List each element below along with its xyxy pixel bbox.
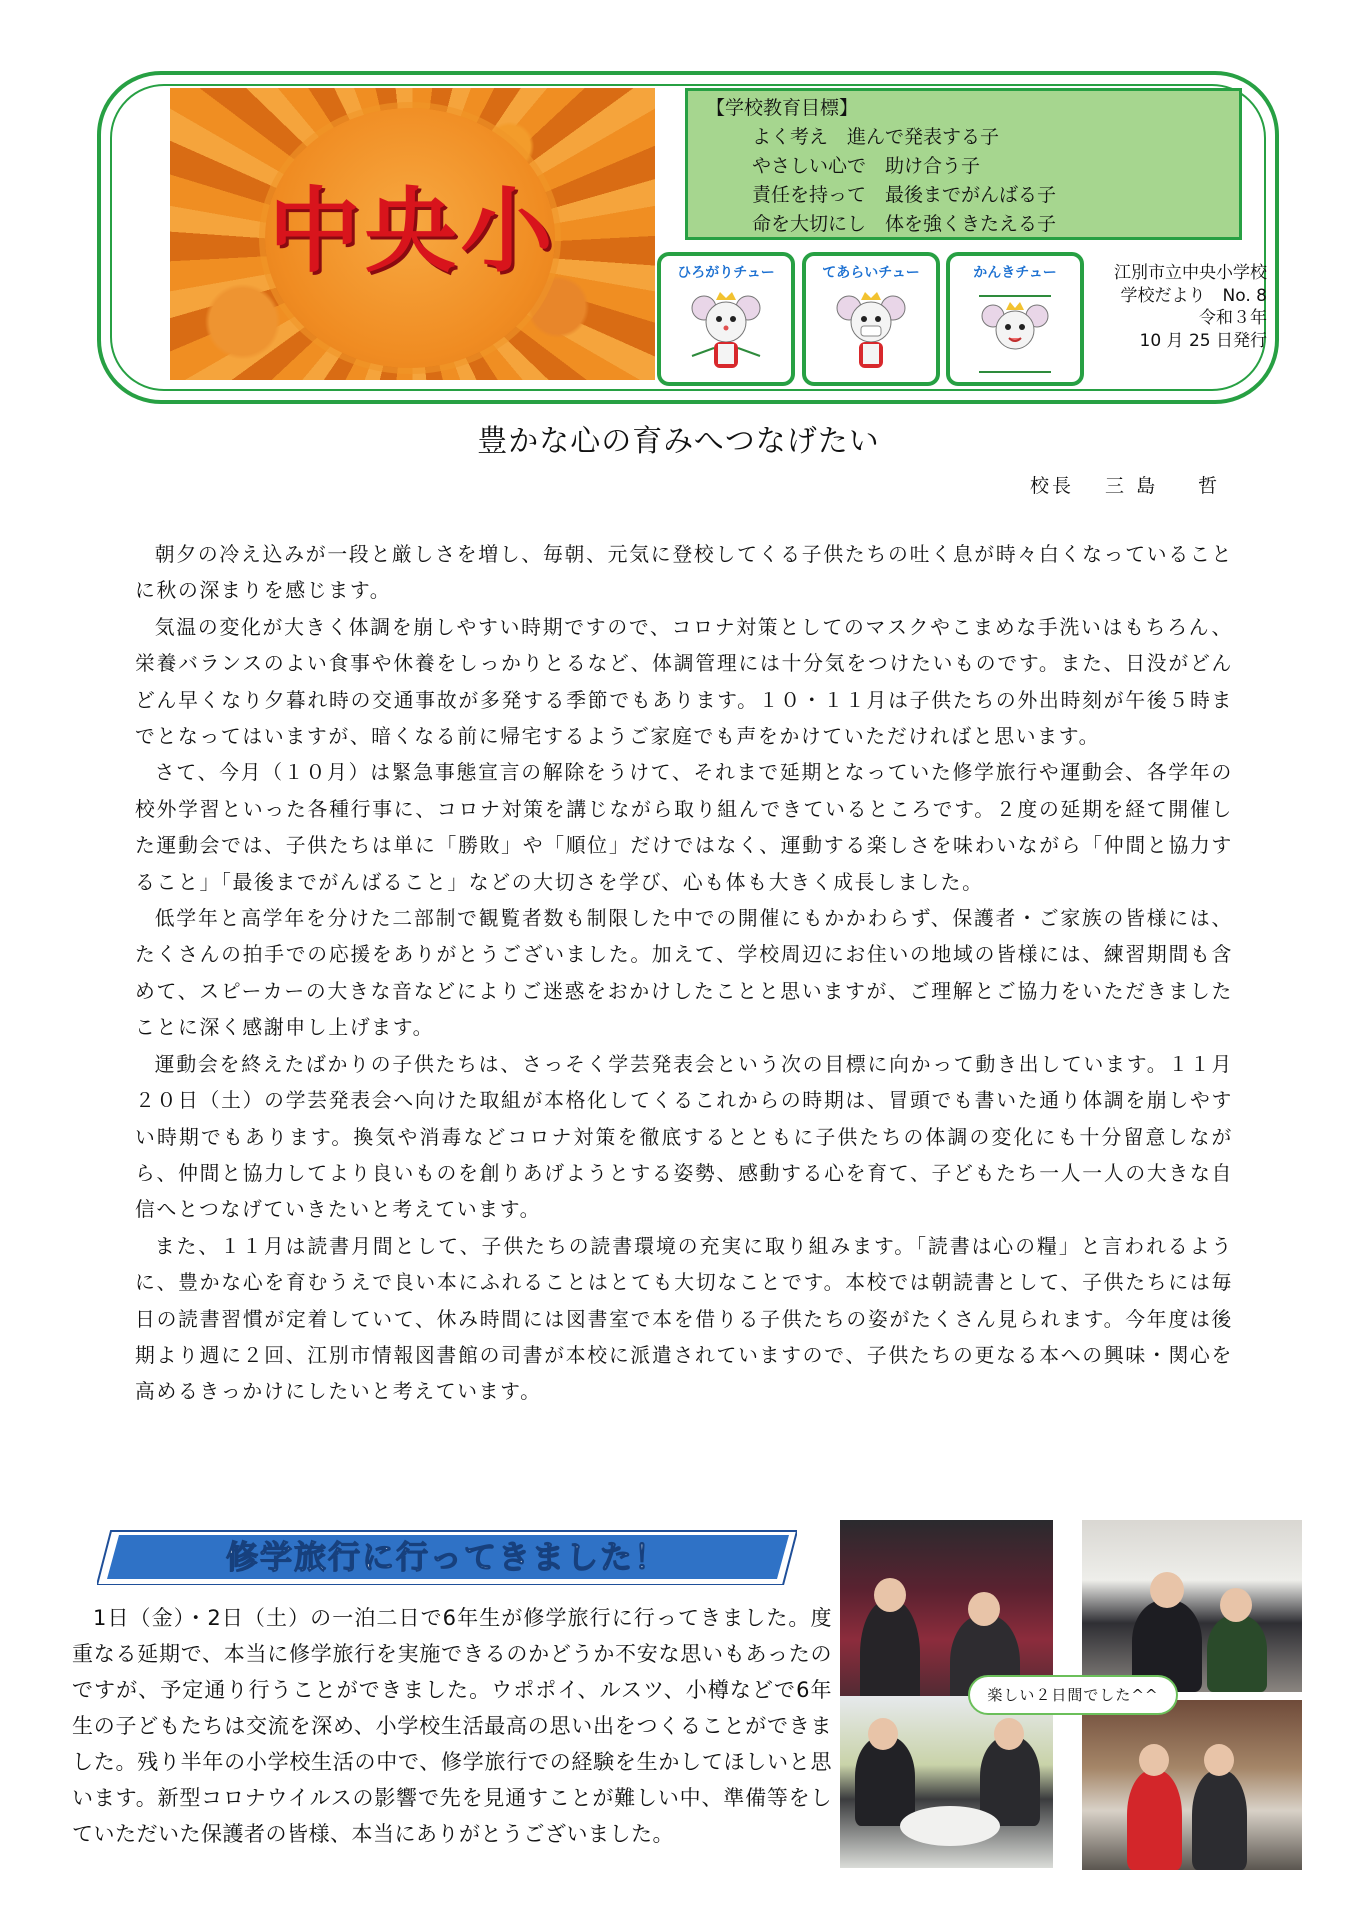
photo-caption: 楽しい２日間でした^^ <box>968 1675 1178 1715</box>
goal-item: 命を大切にし 体を強くきたえる子 <box>752 213 1057 235</box>
logo-text: 中央小 <box>268 178 557 285</box>
mascot-card-kanki <box>946 252 1084 386</box>
article-author: 校長 三 島 哲 <box>1030 475 1221 497</box>
school-logo <box>170 88 655 380</box>
mascot-card-hirogari <box>657 252 795 386</box>
article-body <box>135 537 1233 1411</box>
school-name: 江別市立中央小学校 <box>1114 263 1267 283</box>
trip-photo-station <box>1082 1520 1302 1692</box>
article-paragraph: さて、今月（１０月）は緊急事態宣言の解除をうけて、それまで延期となっていた修学旅行や運動会、各学年の校外学習といった各種行事に、コロナ対策を講じながら取り組んできているところです。２度の延期を経て開催した運動会では、子供たちは単に「勝敗」や「順位」だけではなく、運動する楽しさを味わいながら「仲間と協力すること」「最後までがんばること」などの大切さを学び、心も体も大きく成長しました。 <box>135 761 1233 894</box>
newsletter-number: 学校だより No. 8 <box>1120 285 1267 306</box>
trip-paragraph: 1日（金）・2日（土）の一泊二日で6年生が修学旅行に行ってきました。度重なる延期で、本当に修学旅行を実施できるのかどうか不安な思いもあったのですが、予定通り行うことができました。ウポポイ、ルスツ、小樽などで6年生の子どもたちは交流を深め、小学校生活最高の思い出をつくることができました。残り半年の小学校生活の中で、修学旅行での経験を生かしてほしいと思います。新型コロナウイルスの影響で先を見通すことが難しい中、準備等をしていただいた保護者の皆様、本当にありがとうございました。 <box>72 1606 832 1846</box>
mouse-mascot-icon <box>690 286 762 378</box>
mascot-card-label: ひろがりチュー <box>677 265 775 281</box>
goal-item: 責任を持って 最後までがんばる子 <box>752 184 1057 206</box>
goal-item: よく考え 進んで発表する子 <box>752 126 1000 148</box>
article-paragraph: 低学年と高学年を分けた二部制で観覧者数も制限した中での開催にもかかわらず、保護者・ご家族の皆様には、たくさんの拍手での応援をありがとうございました。加えて、学校周辺にお住いの地域の皆様には、練習期間も含めて、スピーカーの大きな音などによりご迷惑をおかけしたことと思いますが、ご理解とご協力をいただきましたことに深く感謝申し上げます。 <box>135 907 1233 1040</box>
education-goals-box <box>685 88 1242 240</box>
trip-photo-lunch <box>840 1696 1053 1868</box>
issue-info <box>1097 262 1267 352</box>
trip-photo-street <box>1082 1700 1302 1870</box>
trip-banner-text: 修学旅行に行ってきました！ <box>225 1538 669 1576</box>
issue-date: 10 月 25 日発行 <box>1139 330 1267 351</box>
article-title: 豊かな心の育みへつなげたい <box>477 424 880 459</box>
mascot-card-tearai <box>802 252 940 386</box>
mascot-card-label: てあらいチュー <box>822 265 920 281</box>
issue-year: 令和３年 <box>1199 308 1267 328</box>
article-paragraph: 運動会を終えたばかりの子供たちは、さっそく学芸発表会という次の目標に向かって動き出しています。１１月２０日（土）の学芸発表会へ向けた取組が本格化してくるこれからの時期は、冒頭でも書いた通り体調を崩しやすい時期でもあります。換気や消毒などコロナ対策を徹底するとともに子供たちの体調の変化にも十分留意しながら、仲間と協力してより良いものを創りあげようとする姿勢、感動する心を育て、子どもたち一人一人の大きな自信へとつなげていきたいと考えています。 <box>135 1052 1233 1222</box>
trip-report <box>72 1600 832 1852</box>
goal-item: やさしい心で 助け合う子 <box>752 155 981 177</box>
trip-banner <box>97 1527 797 1585</box>
mouse-mascot-icon <box>979 286 1051 378</box>
mouse-mascot-icon <box>835 286 907 378</box>
article-paragraph: また、１１月は読書月間として、子供たちの読書環境の充実に取り組みます。「読書は心の糧」と言われるように、豊かな心を育むうえで良い本にふれることはとても大切なことです。本校では朝読書として、子供たちには毎日の読書習慣が定着していて、休み時間には図書室で本を借りる子供たちの姿がたくさん見られます。今年度は後期より週に２回、江別市情報図書館の司書が本校に派遣されていますので、子供たちの更なる本への興味・関心を高めるきっかけにしたいと考えています。 <box>135 1234 1233 1404</box>
article-paragraph: 気温の変化が大きく体調を崩しやすい時期ですので、コロナ対策としてのマスクやこまめな手洗いはもちろん、栄養バランスのよい食事や休養をしっかりとるなど、体調管理には十分気をつけたいものです。また、日没がどんどん早くなり夕暮れ時の交通事故が多発する季節でもあります。１０・１１月は子供たちの外出時刻が午後５時までとなってはいますが、暗くなる前に帰宅するようご家庭でも声をかけていただければと思います。 <box>135 615 1233 749</box>
goals-heading: 【学校教育目標】 <box>706 97 859 119</box>
mascot-card-label: かんきチュー <box>973 265 1057 281</box>
article-paragraph: 朝夕の冷え込みが一段と厳しさを増し、毎朝、元気に登校してくる子供たちの吐く息が時々白くなっていることに秋の深まりを感じます。 <box>135 543 1233 603</box>
